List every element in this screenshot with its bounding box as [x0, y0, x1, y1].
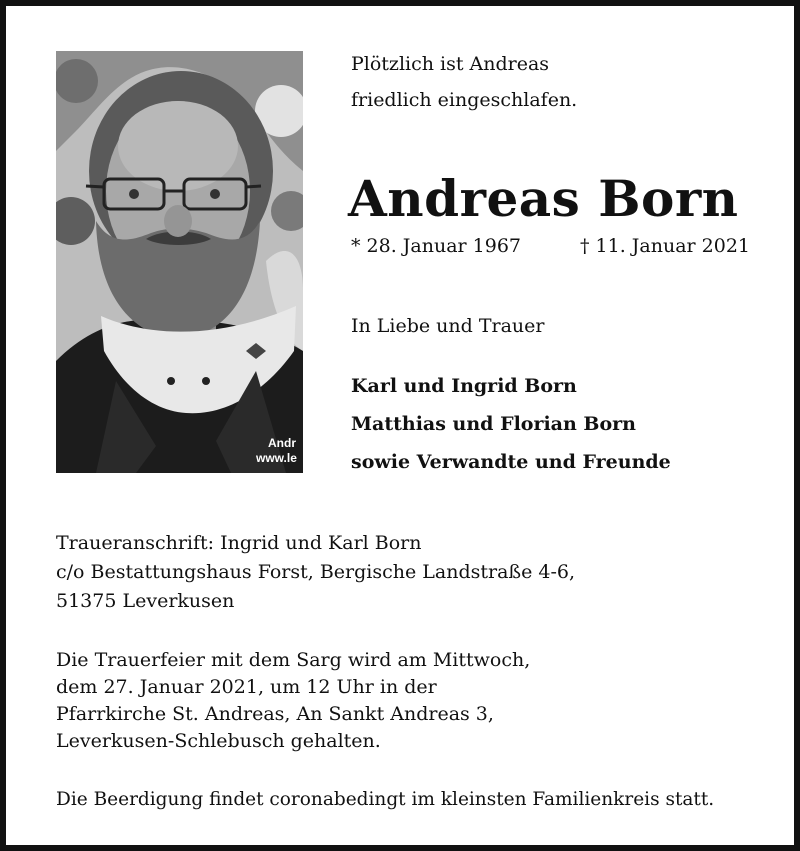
birth-date: * 28. Januar 1967 [351, 235, 522, 257]
intro-line-1: Plötzlich ist Andreas [351, 53, 550, 75]
death-date: † 11. Januar 2021 [580, 235, 751, 257]
deceased-name: Andreas Born [348, 169, 739, 228]
family-line: Karl und Ingrid Born [351, 375, 577, 397]
shirt-text-line2: www.le [256, 451, 297, 465]
mourning-phrase: In Liebe und Trauer [351, 315, 545, 337]
address-line: 51375 Leverkusen [56, 590, 235, 612]
ceremony-line: Pfarrkirche St. Andreas, An Sankt Andreas 3, [56, 703, 494, 725]
portrait-illustration [56, 51, 303, 473]
portrait-photo [56, 51, 303, 473]
burial-note: Die Beerdigung findet coronabedingt im kleinsten Familienkreis statt. [56, 789, 715, 810]
ceremony-line: Die Trauerfeier mit dem Sarg wird am Mittwoch, [56, 649, 531, 671]
address-line: Traueranschrift: Ingrid und Karl Born [56, 532, 422, 554]
shirt-text-line1: Andr [268, 436, 296, 450]
ceremony-line: Leverkusen-Schlebusch gehalten. [56, 730, 381, 752]
family-line: sowie Verwandte und Freunde [351, 451, 671, 473]
address-line: c/o Bestattungshaus Forst, Bergische Landstraße 4-6, [56, 561, 576, 583]
intro-line-2: friedlich eingeschlafen. [351, 89, 578, 111]
ceremony-line: dem 27. Januar 2021, um 12 Uhr in der [56, 676, 437, 698]
family-line: Matthias und Florian Born [351, 413, 636, 435]
